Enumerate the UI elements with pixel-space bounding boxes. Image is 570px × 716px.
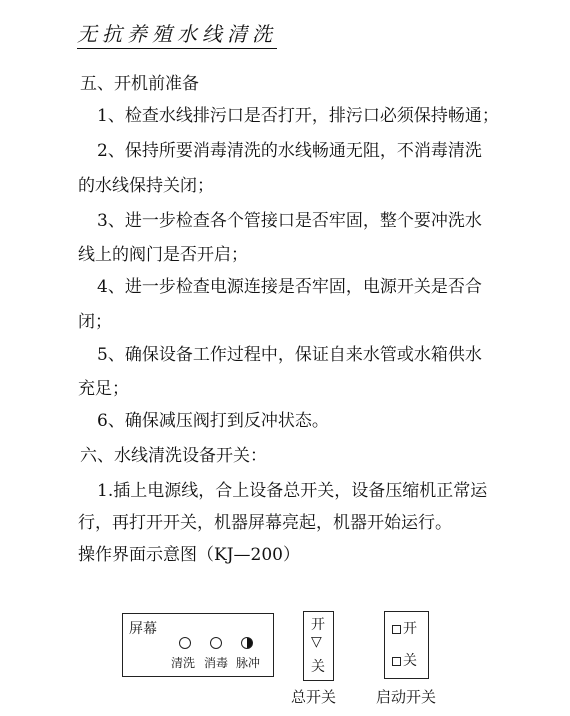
paragraph-line: 闭； bbox=[78, 312, 112, 332]
paragraph-line: 6、确保减压阀打到反冲状态。 bbox=[97, 411, 329, 431]
screen-panel bbox=[122, 613, 274, 677]
section-heading-6: 六、水线清洗设备开关： bbox=[80, 446, 267, 466]
indicator-label-pulse: 脉冲 bbox=[236, 656, 261, 670]
main-switch-off-label: 关 bbox=[311, 659, 325, 675]
indicator-label-wash: 清洗 bbox=[171, 656, 196, 670]
indicator-label-disinfect: 消毒 bbox=[204, 656, 229, 670]
wash-indicator-icon bbox=[179, 637, 191, 649]
checkbox-icon bbox=[392, 657, 401, 666]
main-switch[interactable] bbox=[303, 611, 334, 681]
start-switch-on[interactable] bbox=[392, 618, 417, 638]
disinfect-indicator-icon bbox=[210, 637, 222, 649]
main-switch-caption: 总开关 bbox=[291, 688, 337, 706]
paragraph-line: 线上的阀门是否开启； bbox=[78, 245, 248, 265]
paragraph-line: 的水线保持关闭； bbox=[78, 176, 214, 196]
paragraph-line: 充足； bbox=[78, 379, 129, 399]
page-title: 无抗养殖水线清洗 bbox=[77, 18, 277, 49]
paragraph-line: 5、确保设备工作过程中，保证自来水管或水箱供水 bbox=[97, 345, 482, 365]
start-switch-on-label: 开 bbox=[403, 621, 417, 637]
paragraph-line: 2、保持所要消毒清洗的水线畅通无阻，不消毒清洗 bbox=[97, 141, 482, 161]
start-switch[interactable] bbox=[384, 611, 429, 679]
paragraph-line: 4、进一步检查电源连接是否牢固，电源开关是否合 bbox=[97, 277, 482, 297]
screen-label: 屏幕 bbox=[129, 621, 157, 637]
start-switch-caption: 启动开关 bbox=[376, 688, 437, 706]
paragraph-line: 行，再打开开关，机器屏幕亮起，机器开始运行。 bbox=[78, 513, 452, 533]
checkbox-icon bbox=[392, 625, 401, 634]
section-heading-5: 五、开机前准备 bbox=[80, 74, 199, 94]
paragraph-line: 3、进一步检查各个管接口是否牢固，整个要冲洗水 bbox=[97, 211, 482, 231]
paragraph-line: 1、检查水线排污口是否打开，排污口必须保持畅通； bbox=[97, 106, 499, 126]
pulse-indicator-icon bbox=[241, 637, 253, 649]
main-switch-on-label: 开 bbox=[311, 617, 325, 633]
start-switch-off-label: 关 bbox=[403, 653, 417, 669]
triangle-down-icon: ▽ bbox=[311, 634, 322, 650]
diagram-caption: 操作界面示意图（KJ—200） bbox=[78, 545, 300, 565]
start-switch-off[interactable] bbox=[392, 650, 417, 670]
paragraph-line: 1.插上电源线，合上设备总开关，设备压缩机正常运 bbox=[97, 481, 488, 501]
